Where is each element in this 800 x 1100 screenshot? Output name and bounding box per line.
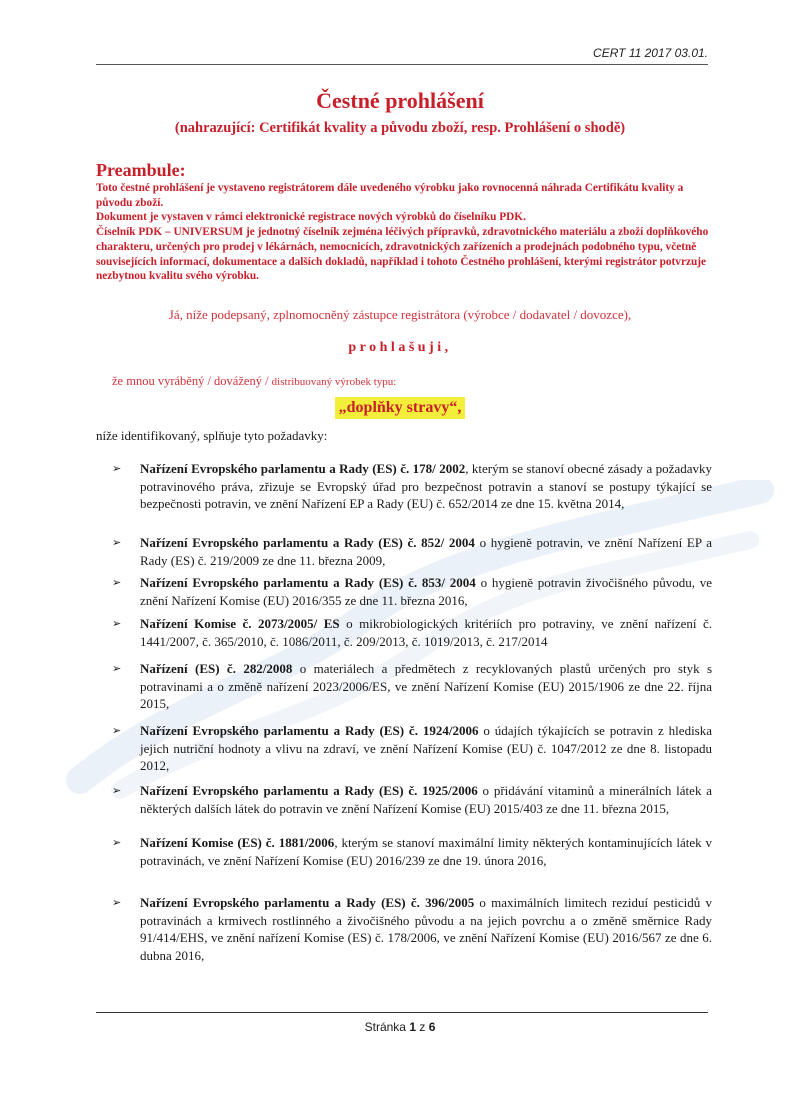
arrow-bullet-icon: ➢ (112, 576, 122, 589)
requirement-regulation: Nařízení Komise (ES) č. 1881/2006 (140, 835, 335, 850)
arrow-bullet-icon: ➢ (112, 536, 122, 549)
requirement-description: o hygieně potravin, ve znění Nařízení EP a Rady (ES) č. 219/2009 ze dne 11. března 2009, (140, 535, 713, 568)
requirement-regulation: Nařízení Evropského parlamentu a Rady (ES) č. 852/ 2004 (140, 535, 475, 550)
document-title: Čestné prohlášení (316, 88, 484, 113)
requirement-regulation: Nařízení Komise č. 2073/2005/ ES (140, 616, 340, 631)
requirement-regulation: Nařízení Evropského parlamentu a Rady (ES) č. 1924/2006 (140, 723, 479, 738)
product-intro (112, 374, 396, 389)
requirement-item (112, 722, 712, 775)
requirement-regulation: Nařízení Evropského parlamentu a Rady (ES) č. 178/ 2002 (140, 461, 466, 476)
requirement-item (112, 534, 712, 569)
requirement-regulation: Nařízení Evropského parlamentu a Rady (ES) č. 853/ 2004 (140, 575, 476, 590)
arrow-bullet-icon: ➢ (112, 896, 122, 909)
arrow-bullet-icon: ➢ (112, 462, 122, 475)
requirement-item (112, 460, 712, 513)
page-prefix: Stránka (364, 1020, 410, 1034)
product-intro-main: že mnou vyráběný / dovážený / (112, 374, 272, 388)
declarant-statement: Já, níže podepsaný, zplnomocněný zástupce registrátora (výrobce / dodavatel / dovozce), (168, 307, 632, 322)
document-subtitle: (nahrazující: Certifikát kvality a původu zboží, resp. Prohlášení o shodě) (174, 120, 626, 136)
requirement-description: o maximálních limitech reziduí pesticidů v potravinách a krmivech rostlinného a živočišného původu a na jejich povrchu a o změně směrnice Rady 91/414/EHS, ve znění nařízení Komise (ES) č. 178/2006, ve znění Nařízení Komise (EU) 2016/567 ze dne 6. dubna 2016, (140, 895, 712, 963)
product-type (0, 397, 800, 419)
product-intro-small: distribuovaný výrobek typu: (271, 376, 397, 388)
requirement-regulation: Nařízení Evropského parlamentu a Rady (ES) č. 1925/2006 (140, 783, 478, 798)
requirement-item (112, 615, 712, 650)
requirement-item (112, 660, 712, 713)
preamble-paragraph: Číselník PDK – UNIVERSUM je jednotný číselník zejména léčivých přípravků, zdravotnického materiálu a zboží doplňkového charakteru, určených pro prodej v lékárnách, nemocnicích, zdravotnických zařízeních a prodejnách podobného typu, včetně souvisejících informací, dokumentace a dalších dokladů, například i tohoto Čestného prohlášení, kterými registrátor potvrzuje nezbytnou kvalitu svého výrobku. (96, 226, 709, 283)
requirement-regulation: Nařízení Evropského parlamentu a Rady (ES) č. 396/2005 (140, 895, 475, 910)
footer-rule (96, 1012, 708, 1013)
header-rule (96, 64, 708, 65)
requirement-description: , kterým se stanoví maximální limity některých kontaminujících látek v potravinách, ve znění Nařízení Komise (EU) 2016/239 ze dne 19. února 2016, (140, 835, 712, 868)
page-number (0, 1020, 800, 1034)
requirement-description: o údajích týkajících se potravin z hlediska jejich nutriční hodnoty a vlivu na zdraví, ve znění Nařízení Komise (EU) č. 1047/2012 ze dne 8. listopadu 2012, (140, 723, 713, 774)
arrow-bullet-icon: ➢ (112, 784, 122, 797)
preamble-heading: Preambule: (96, 160, 186, 180)
requirement-description: o přidávání vitaminů a minerálních látek a některých dalších látek do potravin ve znění Nařízení Komise (EU) 2015/403 ze dne 11. března 2015, (140, 783, 713, 816)
preamble-paragraph: Toto čestné prohlášení je vystaveno registrátorem dále uvedeného výrobku jako rovnocenná náhrada Certifikátu kvality a původu zboží. (96, 182, 684, 209)
requirement-description: , kterým se stanoví obecné zásady a požadavky potravinového práva, zřizuje se Evropský úřad pro bezpečnost potravin a stanoví se postupy týkající se bezpečnosti potravin, ve znění Nařízení EP a Rady (EU) č. 652/2014 ze dne 15. května 2014, (140, 461, 712, 512)
page-total: 6 (428, 1020, 436, 1034)
requirement-item (112, 834, 712, 869)
arrow-bullet-icon: ➢ (112, 662, 122, 675)
requirement-item (112, 782, 712, 817)
declaration-verb: prohlašuji, (348, 340, 452, 355)
identified-statement: níže identifikovaný, splňuje tyto požadavky: (96, 428, 328, 443)
certificate-code: CERT 11 2017 03.01. (593, 46, 708, 60)
requirement-regulation: Nařízení (ES) č. 282/2008 (140, 661, 293, 676)
arrow-bullet-icon: ➢ (112, 724, 122, 737)
page-current: 1 (409, 1020, 417, 1034)
requirement-description: o materiálech a předmětech z recyklovaných plastů určených pro styk s potravinami a o změně nařízení 2023/2006/ES, ve znění Nařízení Komise (EU) 2015/1906 ze dne 22. října 2015, (140, 661, 712, 712)
preamble-paragraph: Dokument je vystaven v rámci elektronické registrace nových výrobků do číselníku PDK. (96, 211, 526, 224)
arrow-bullet-icon: ➢ (112, 836, 122, 849)
arrow-bullet-icon: ➢ (112, 617, 122, 630)
page-mid: z (416, 1020, 429, 1034)
requirement-item (112, 894, 712, 964)
requirement-item (112, 574, 712, 609)
preamble-text (96, 181, 712, 284)
requirement-description: o hygieně potravin živočišného původu, ve znění Nařízení Komise (EU) 2016/355 ze dne 11. března 2016, (140, 575, 712, 608)
product-type-highlight: „doplňky stravy“, (335, 397, 466, 419)
requirement-description: o mikrobiologických kritériích pro potraviny, ve znění nařízení č. 1441/2007, č. 365/2010, č. 1086/2011, č. 209/2013, č. 1019/2013, č. 217/2014 (140, 616, 712, 649)
